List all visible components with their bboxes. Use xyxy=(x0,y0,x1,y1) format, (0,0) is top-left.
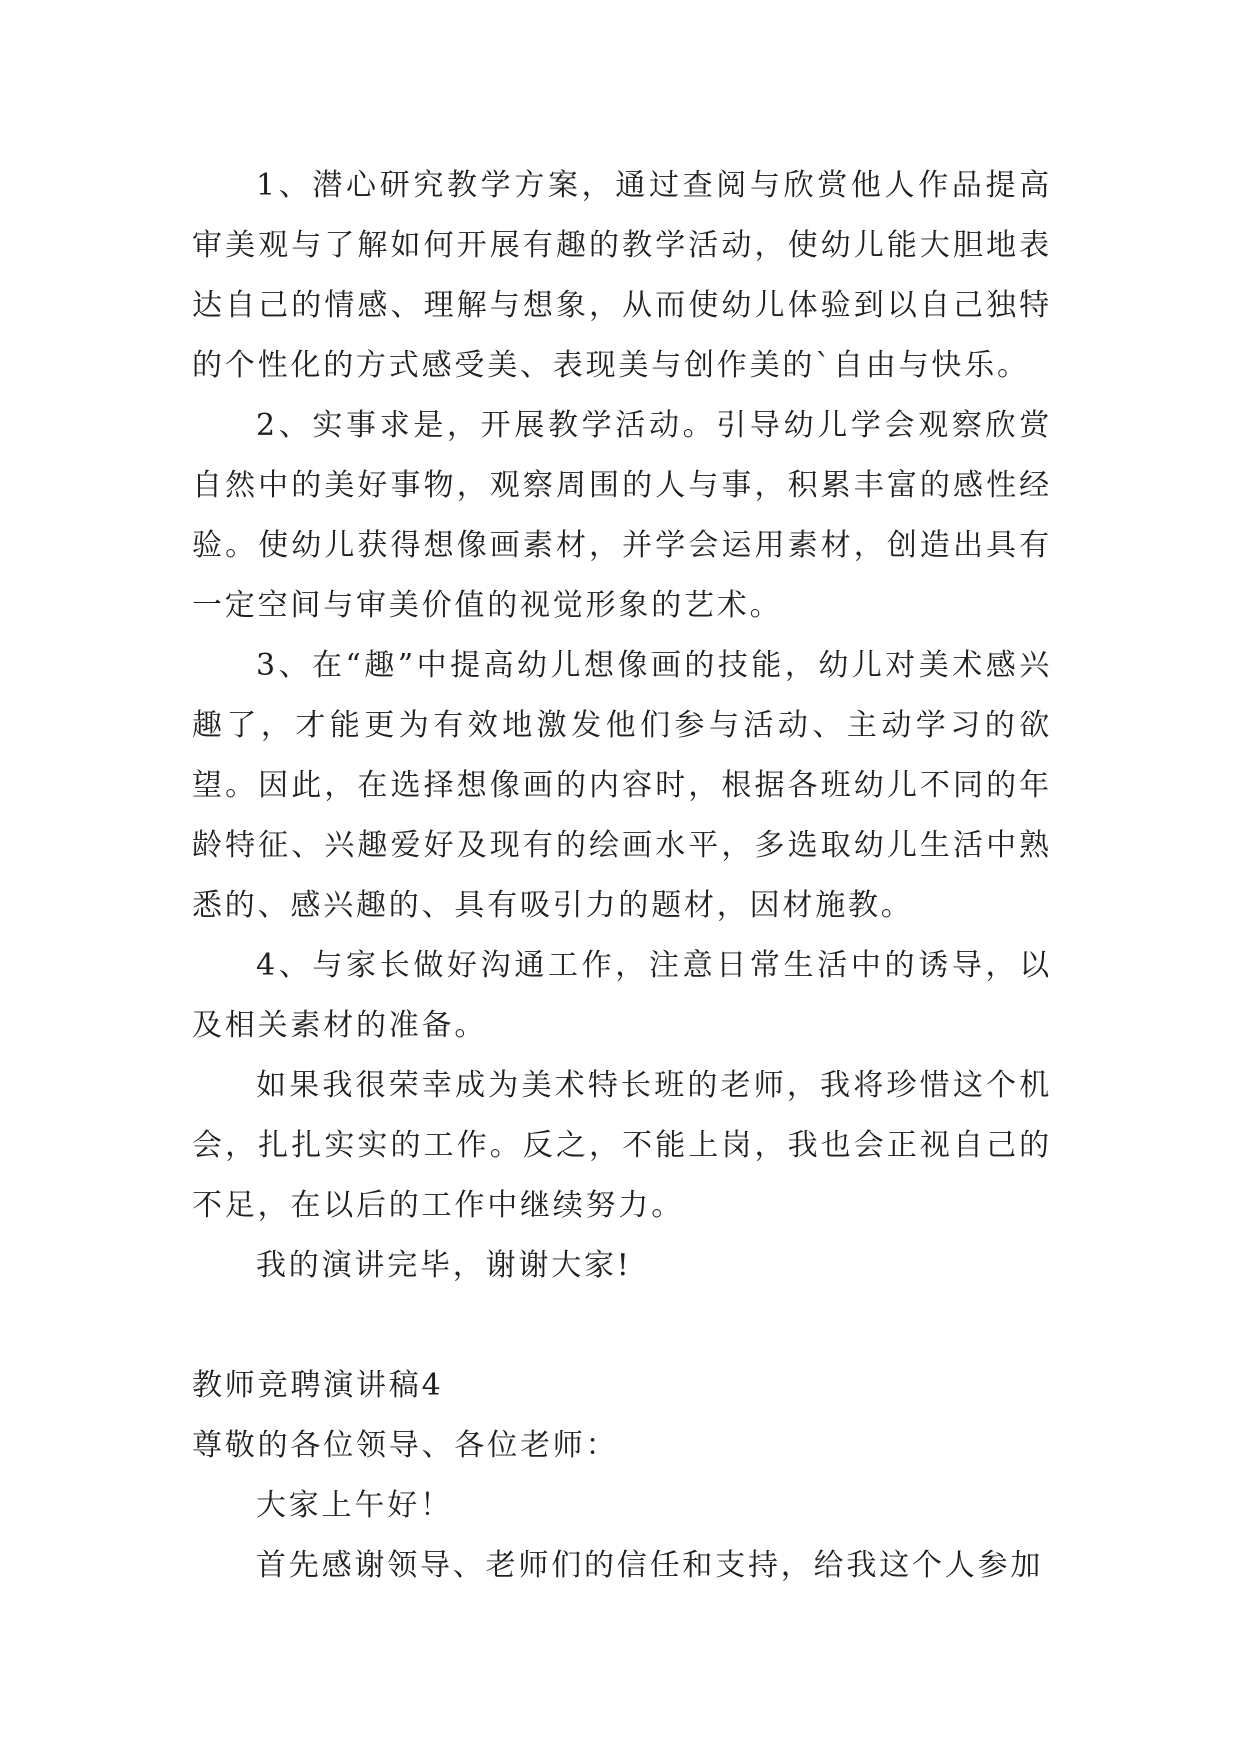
section-title: 教师竞聘演讲稿4 xyxy=(192,1368,444,1403)
paragraph-1: 1、潜心研究教学方案，通过查阅与欣赏他人作品提高审美观与了解如何开展有趣的教学活动，使幼儿能大胆地表达自己的情感、理解与想象，从而使幼儿体验到以自己独特的个性化的方式感受美、表现美与创作美的`自由与快乐。 xyxy=(192,168,1052,383)
salutation: 尊敬的各位领导、各位老师： xyxy=(192,1428,619,1463)
greeting: 大家上午好！ xyxy=(256,1488,453,1523)
paragraph-3: 3、在“趣”中提高幼儿想像画的技能，幼儿对美术感兴趣了，才能更为有效地激发他们参与活动、主动学习的欲望。因此，在选择想像画的内容时，根据各班幼儿不同的年龄特征、兴趣爱好及现有的绘画水平，多选取幼儿生活中熟悉的、感兴趣的、具有吸引力的题材，因材施教。 xyxy=(192,648,1052,923)
section-gap xyxy=(192,1296,1052,1356)
document-body xyxy=(192,156,1052,1596)
opening-line: 首先感谢领导、老师们的信任和支持，给我这个人参加 xyxy=(256,1548,1044,1583)
closing-remark: 我的演讲完毕，谢谢大家! xyxy=(256,1248,632,1283)
paragraph-5: 如果我很荣幸成为美术特长班的老师，我将珍惜这个机会，扎扎实实的工作。反之，不能上岗，我也会正视自己的不足，在以后的工作中继续努力。 xyxy=(192,1068,1052,1223)
paragraph-4: 4、与家长做好沟通工作，注意日常生活中的诱导，以及相关素材的准备。 xyxy=(192,948,1052,1043)
paragraph-2: 2、实事求是，开展教学活动。引导幼儿学会观察欣赏自然中的美好事物，观察周围的人与事，积累丰富的感性经验。使幼儿获得想像画素材，并学会运用素材，创造出具有一定空间与审美价值的视觉形象的艺术。 xyxy=(192,408,1052,623)
